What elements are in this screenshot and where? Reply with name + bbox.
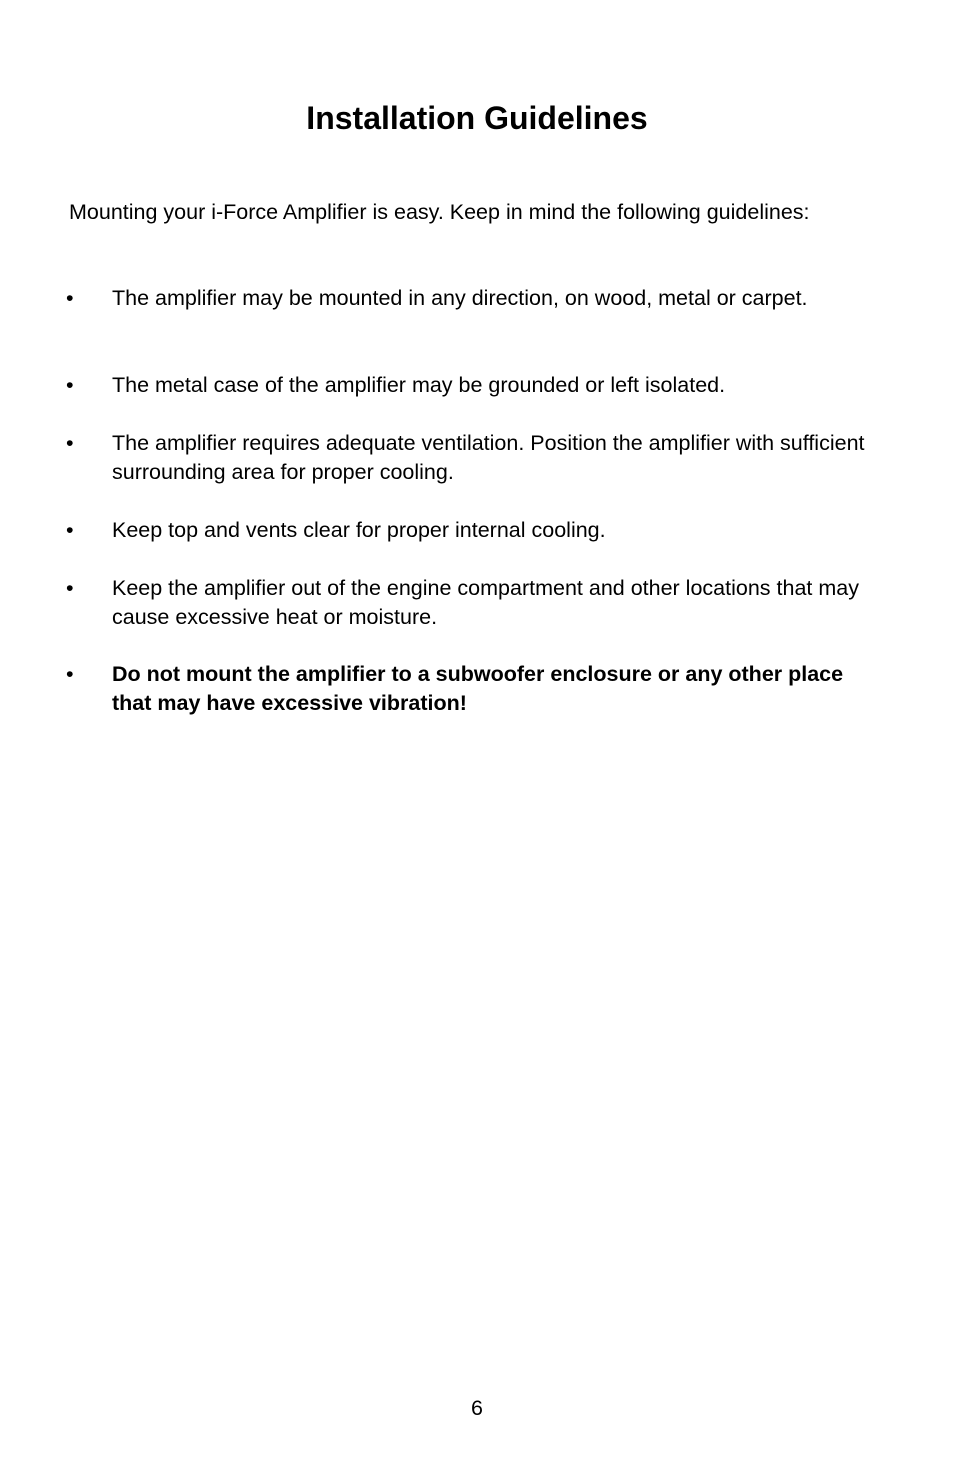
- list-item-text: The metal case of the amplifier may be grounded or left isolated.: [112, 373, 726, 397]
- page-title: Installation Guidelines: [306, 100, 648, 136]
- bullet-icon: •: [66, 431, 74, 455]
- bullet-icon: •: [66, 373, 74, 397]
- warning-text: Do not mount the amplifier to a subwoofer enclosure or any other place that may have excessive vibration!: [112, 662, 844, 715]
- list-item-text: The amplifier requires adequate ventilation. Position the amplifier with sufficient surrounding area for proper cooling.: [112, 431, 865, 484]
- list-item-text: Keep top and vents clear for proper internal cooling.: [112, 518, 606, 542]
- bullet-icon: •: [66, 518, 74, 542]
- bullet-icon: •: [66, 576, 74, 600]
- list-item-text: Keep the amplifier out of the engine compartment and other locations that may cause excessive heat or moisture.: [112, 576, 859, 629]
- intro-paragraph: Mounting your i-Force Amplifier is easy. Keep in mind the following guidelines:: [69, 200, 810, 224]
- bullet-icon: •: [66, 662, 74, 686]
- bullet-icon: •: [66, 286, 74, 310]
- list-item-text: The amplifier may be mounted in any direction, on wood, metal or carpet.: [112, 286, 808, 310]
- page-number: 6: [471, 1396, 483, 1420]
